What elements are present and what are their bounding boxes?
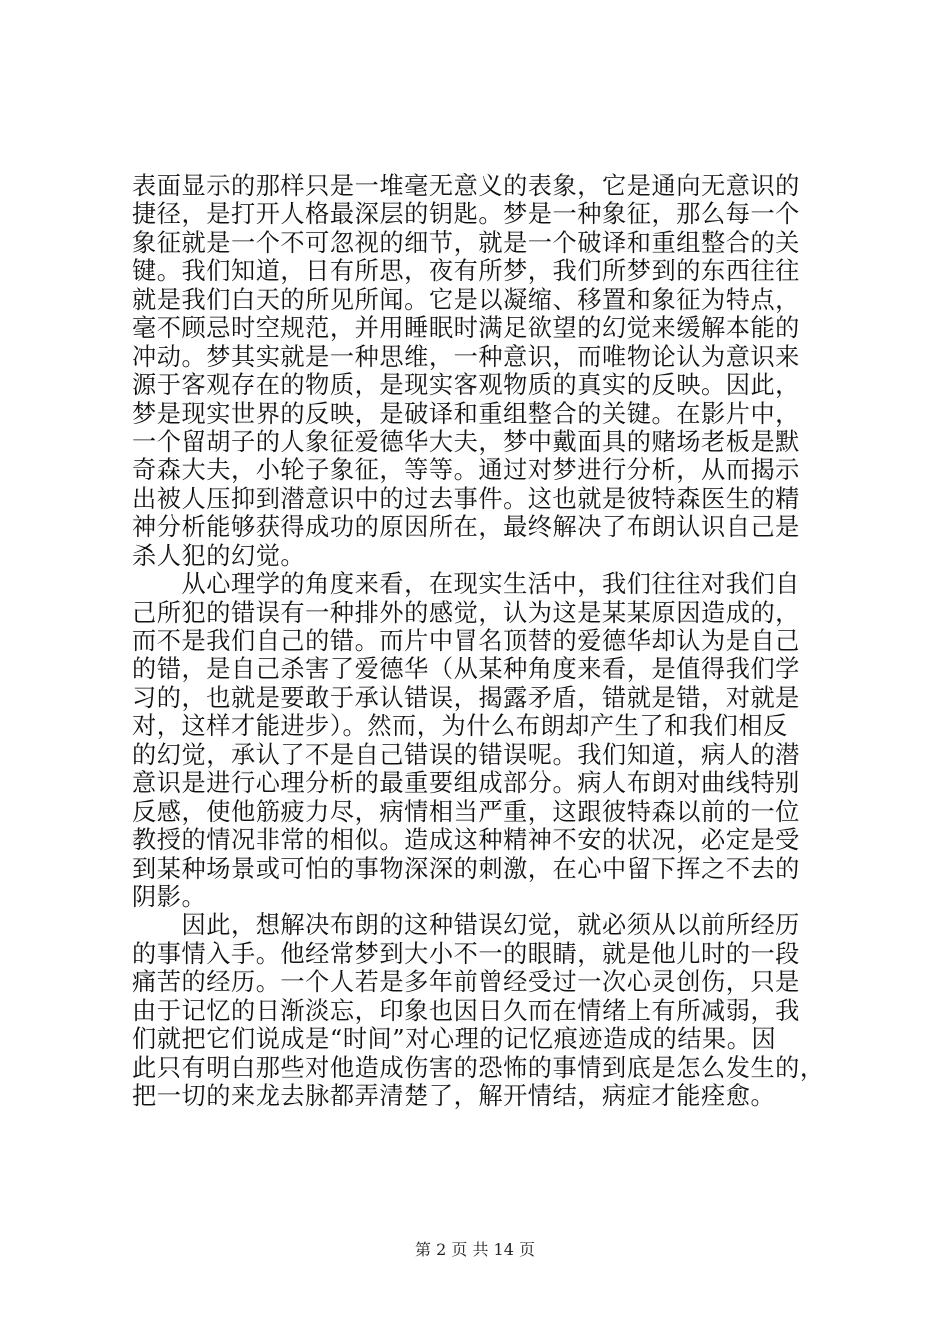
- text-line: 的幻觉，承认了不是自己错误的错误呢。我们知道，病人的潜: [132, 740, 800, 769]
- text-line: 痛苦的经历。一个人若是多年前曾经受过一次心灵创伤，只是: [132, 968, 800, 997]
- page-number-footer: 第 2 页 共 14 页: [415, 1240, 535, 1259]
- text-line: 梦是现实世界的反映，是破译和重组整合的关键。在影片中，: [132, 399, 800, 428]
- text-line: 冲动。梦其实就是一种思维，一种意识，而唯物论认为意识来: [132, 342, 800, 371]
- text-line: 出被人压抑到潜意识中的过去事件。这也就是彼特森医生的精: [132, 484, 800, 513]
- text-line: 习的，也就是要敢于承认错误，揭露矛盾，错就是错，对就是: [132, 683, 800, 712]
- text-line: 把一切的来龙去脉都弄清楚了，解开情结，病症才能痊愈。: [132, 1082, 776, 1110]
- text-line: 阴影。: [132, 882, 207, 911]
- text-line: 键。我们知道，日有所思，夜有所梦，我们所梦到的东西往往: [132, 257, 800, 286]
- text-line: 源于客观存在的物质，是现实客观物质的真实的反映。因此，: [132, 371, 800, 400]
- text-line: 的错，是自己杀害了爱德华（从某种角度来看，是值得我们学: [132, 655, 800, 684]
- text-line: 的事情入手。他经常梦到大小不一的眼睛，就是他儿时的一段: [132, 939, 800, 968]
- text-line: 此只有明白那些对他造成伤害的恐怖的事情到底是怎么发生的，: [132, 1053, 825, 1082]
- text-line: 己所犯的错误有一种排外的感觉，认为这是某某原因造成的，: [132, 598, 800, 627]
- text-line: 从心理学的角度来看，在现实生活中，我们往往对我们自: [132, 570, 800, 599]
- text-line: 们就把它们说成是“时间”对心理的记忆痕迹造成的结果。因: [132, 1025, 777, 1054]
- text-line: 意识是进行心理分析的最重要组成部分。病人布朗对曲线特别: [132, 769, 800, 798]
- text-line: 一个留胡子的人象征爱德华大夫，梦中戴面具的赌场老板是默: [132, 427, 800, 456]
- text-line: 就是我们白天的所见所闻。它是以凝缩、移置和象征为特点，: [132, 285, 800, 314]
- body-text: [132, 172, 832, 1110]
- text-line: 到某种场景或可怕的事物深深的刺激，在心中留下挥之不去的: [132, 854, 800, 883]
- text-line: 对，这样才能进步）。然而，为什么布朗却产生了和我们相反: [132, 712, 788, 741]
- text-line: 杀人犯的幻觉。: [132, 541, 306, 570]
- text-line: 奇森大夫，小轮子象征，等等。通过对梦进行分析，从而揭示: [132, 456, 800, 485]
- text-line: 教授的情况非常的相似。造成这种精神不安的状况，必定是受: [132, 826, 800, 855]
- text-line: 反感，使他筋疲力尽，病情相当严重，这跟彼特森以前的一位: [132, 797, 800, 826]
- text-line: 捷径，是打开人格最深层的钥匙。梦是一种象征，那么每一个: [132, 200, 800, 229]
- text-line: 而不是我们自己的错。而片中冒名顶替的爱德华却认为是自己: [132, 627, 800, 655]
- text-line: 表面显示的那样只是一堆毫无意义的表象，它是通向无意识的: [132, 172, 800, 200]
- text-line: 由于记忆的日渐淡忘，印象也因日久而在情绪上有所减弱，我: [132, 996, 800, 1025]
- text-line: 因此，想解决布朗的这种错误幻觉，就必须从以前所经历: [132, 911, 800, 940]
- text-line: 神分析能够获得成功的原因所在，最终解决了布朗认识自己是: [132, 513, 800, 542]
- text-line: 象征就是一个不可忽视的细节，就是一个破译和重组整合的关: [132, 228, 800, 257]
- text-line: 毫不顾忌时空规范，并用睡眠时满足欲望的幻觉来缓解本能的: [132, 314, 800, 343]
